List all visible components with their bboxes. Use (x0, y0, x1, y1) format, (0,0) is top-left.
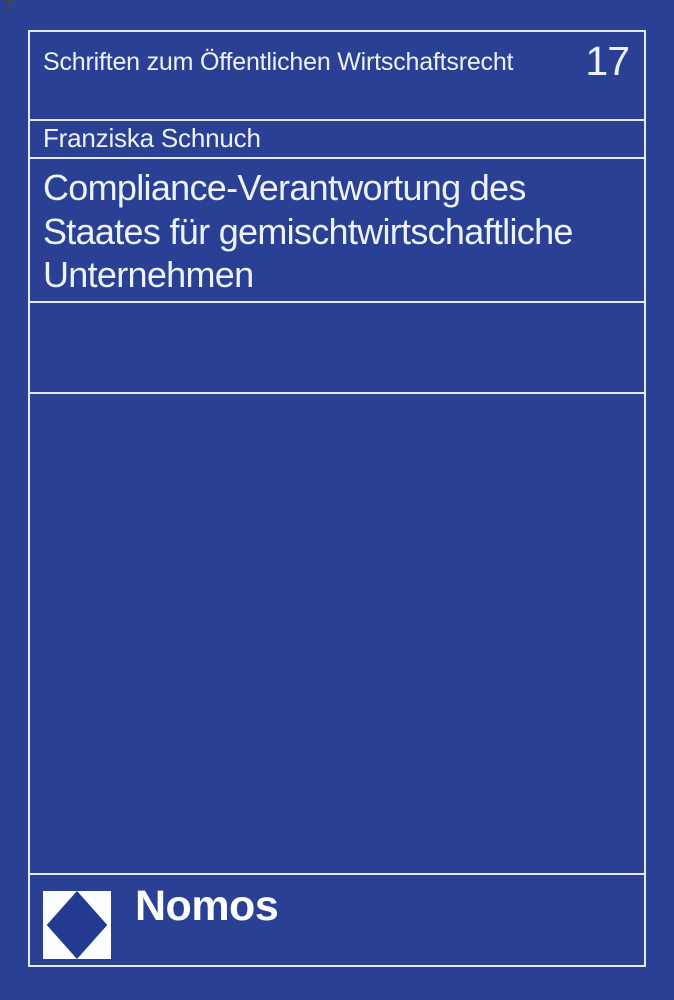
nomos-logo (43, 891, 111, 959)
publisher-bar (30, 875, 644, 965)
series-header (30, 32, 644, 121)
book-title-line: Compliance-Verantwortung des (43, 167, 526, 208)
publisher-name: Nomos (135, 882, 279, 930)
cover-frame (28, 30, 646, 967)
scan-page-number-artifact: 7 (2, 0, 14, 19)
author-band (30, 121, 644, 160)
book-title-line: Unternehmen (43, 254, 254, 295)
nomos-diamond-icon (43, 891, 111, 959)
empty-panel-small (30, 303, 644, 395)
series-volume-number: 17 (585, 38, 629, 84)
book-title (30, 159, 644, 303)
empty-panel-large (30, 394, 644, 875)
book-title-line: Staates für gemischtwirtschaftliche (43, 210, 573, 252)
series-title: Schriften zum Öffentlichen Wirtschaftsrecht (43, 48, 514, 76)
author-name: Franziska Schnuch (43, 123, 261, 154)
